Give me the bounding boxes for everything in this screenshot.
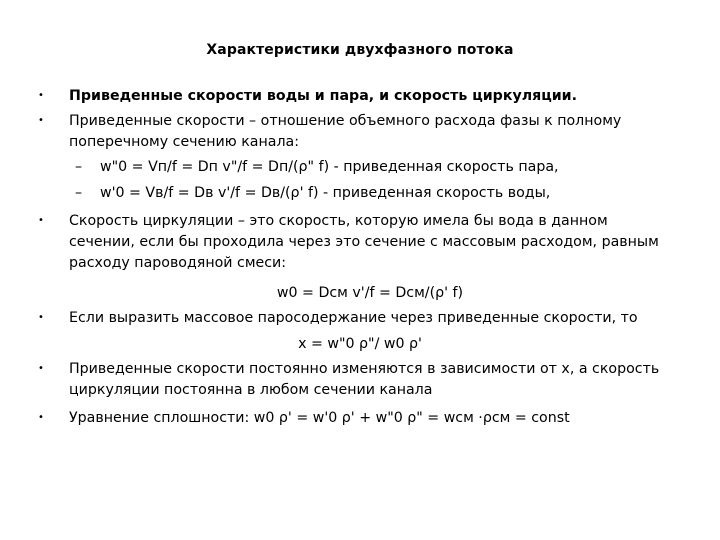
bullet-5-text-line1: Приведенные скорости постоянно изменяются в зависимости от x, а скорость bbox=[69, 361, 660, 377]
water-velocity-formula: w'0 = Vв/f = Dв v'/f = Dв/(ρ' f) - приведенная скорость воды, bbox=[100, 185, 551, 201]
bullet-3-text-line2: сечении, если бы проходила через это сечение с массовым расходом, равным bbox=[69, 234, 659, 250]
steam-quality-formula: x = w"0 ρ"/ w0 ρ' bbox=[298, 336, 422, 352]
bullet-2-text-line2: поперечному сечению канала: bbox=[69, 134, 300, 150]
bullet-3-text-line3: расходу пароводяной смеси: bbox=[69, 255, 287, 271]
bullet-1-text: Приведенные скорости воды и пара, и скорость циркуляции. bbox=[69, 88, 578, 104]
bullet-4: • bbox=[38, 312, 44, 323]
circulation-velocity-formula: w0 = Dсм v'/f = Dсм/(ρ' f) bbox=[276, 285, 464, 301]
slide-title: Характеристики двухфазного потока bbox=[206, 42, 514, 58]
bullet-5: • bbox=[38, 363, 44, 374]
bullet-2-text-line1: Приведенные скорости – отношение объемного расхода фазы к полному bbox=[69, 113, 622, 129]
bullet-3: • bbox=[38, 215, 44, 226]
dash-1: – bbox=[75, 159, 83, 175]
dash-2: – bbox=[75, 185, 83, 201]
bullet-2: • bbox=[38, 115, 44, 126]
steam-velocity-formula: w"0 = Vп/f = Dп v"/f = Dп/(ρ" f) - приведенная скорость пара, bbox=[100, 159, 559, 175]
continuity-equation: Уравнение сплошности: w0 ρ' = w'0 ρ' + w"0 ρ" = wсм ·ρсм = const bbox=[69, 410, 570, 426]
bullet-5-text-line2: циркуляции постоянна в любом сечении канала bbox=[69, 382, 433, 398]
bullet-3-text-line1: Скорость циркуляции – это скорость, которую имела бы вода в данном bbox=[69, 213, 608, 229]
bullet-4-text: Если выразить массовое паросодержание через приведенные скорости, то bbox=[69, 310, 638, 326]
bullet-6: • bbox=[38, 412, 44, 423]
bullet-1: • bbox=[38, 90, 44, 101]
